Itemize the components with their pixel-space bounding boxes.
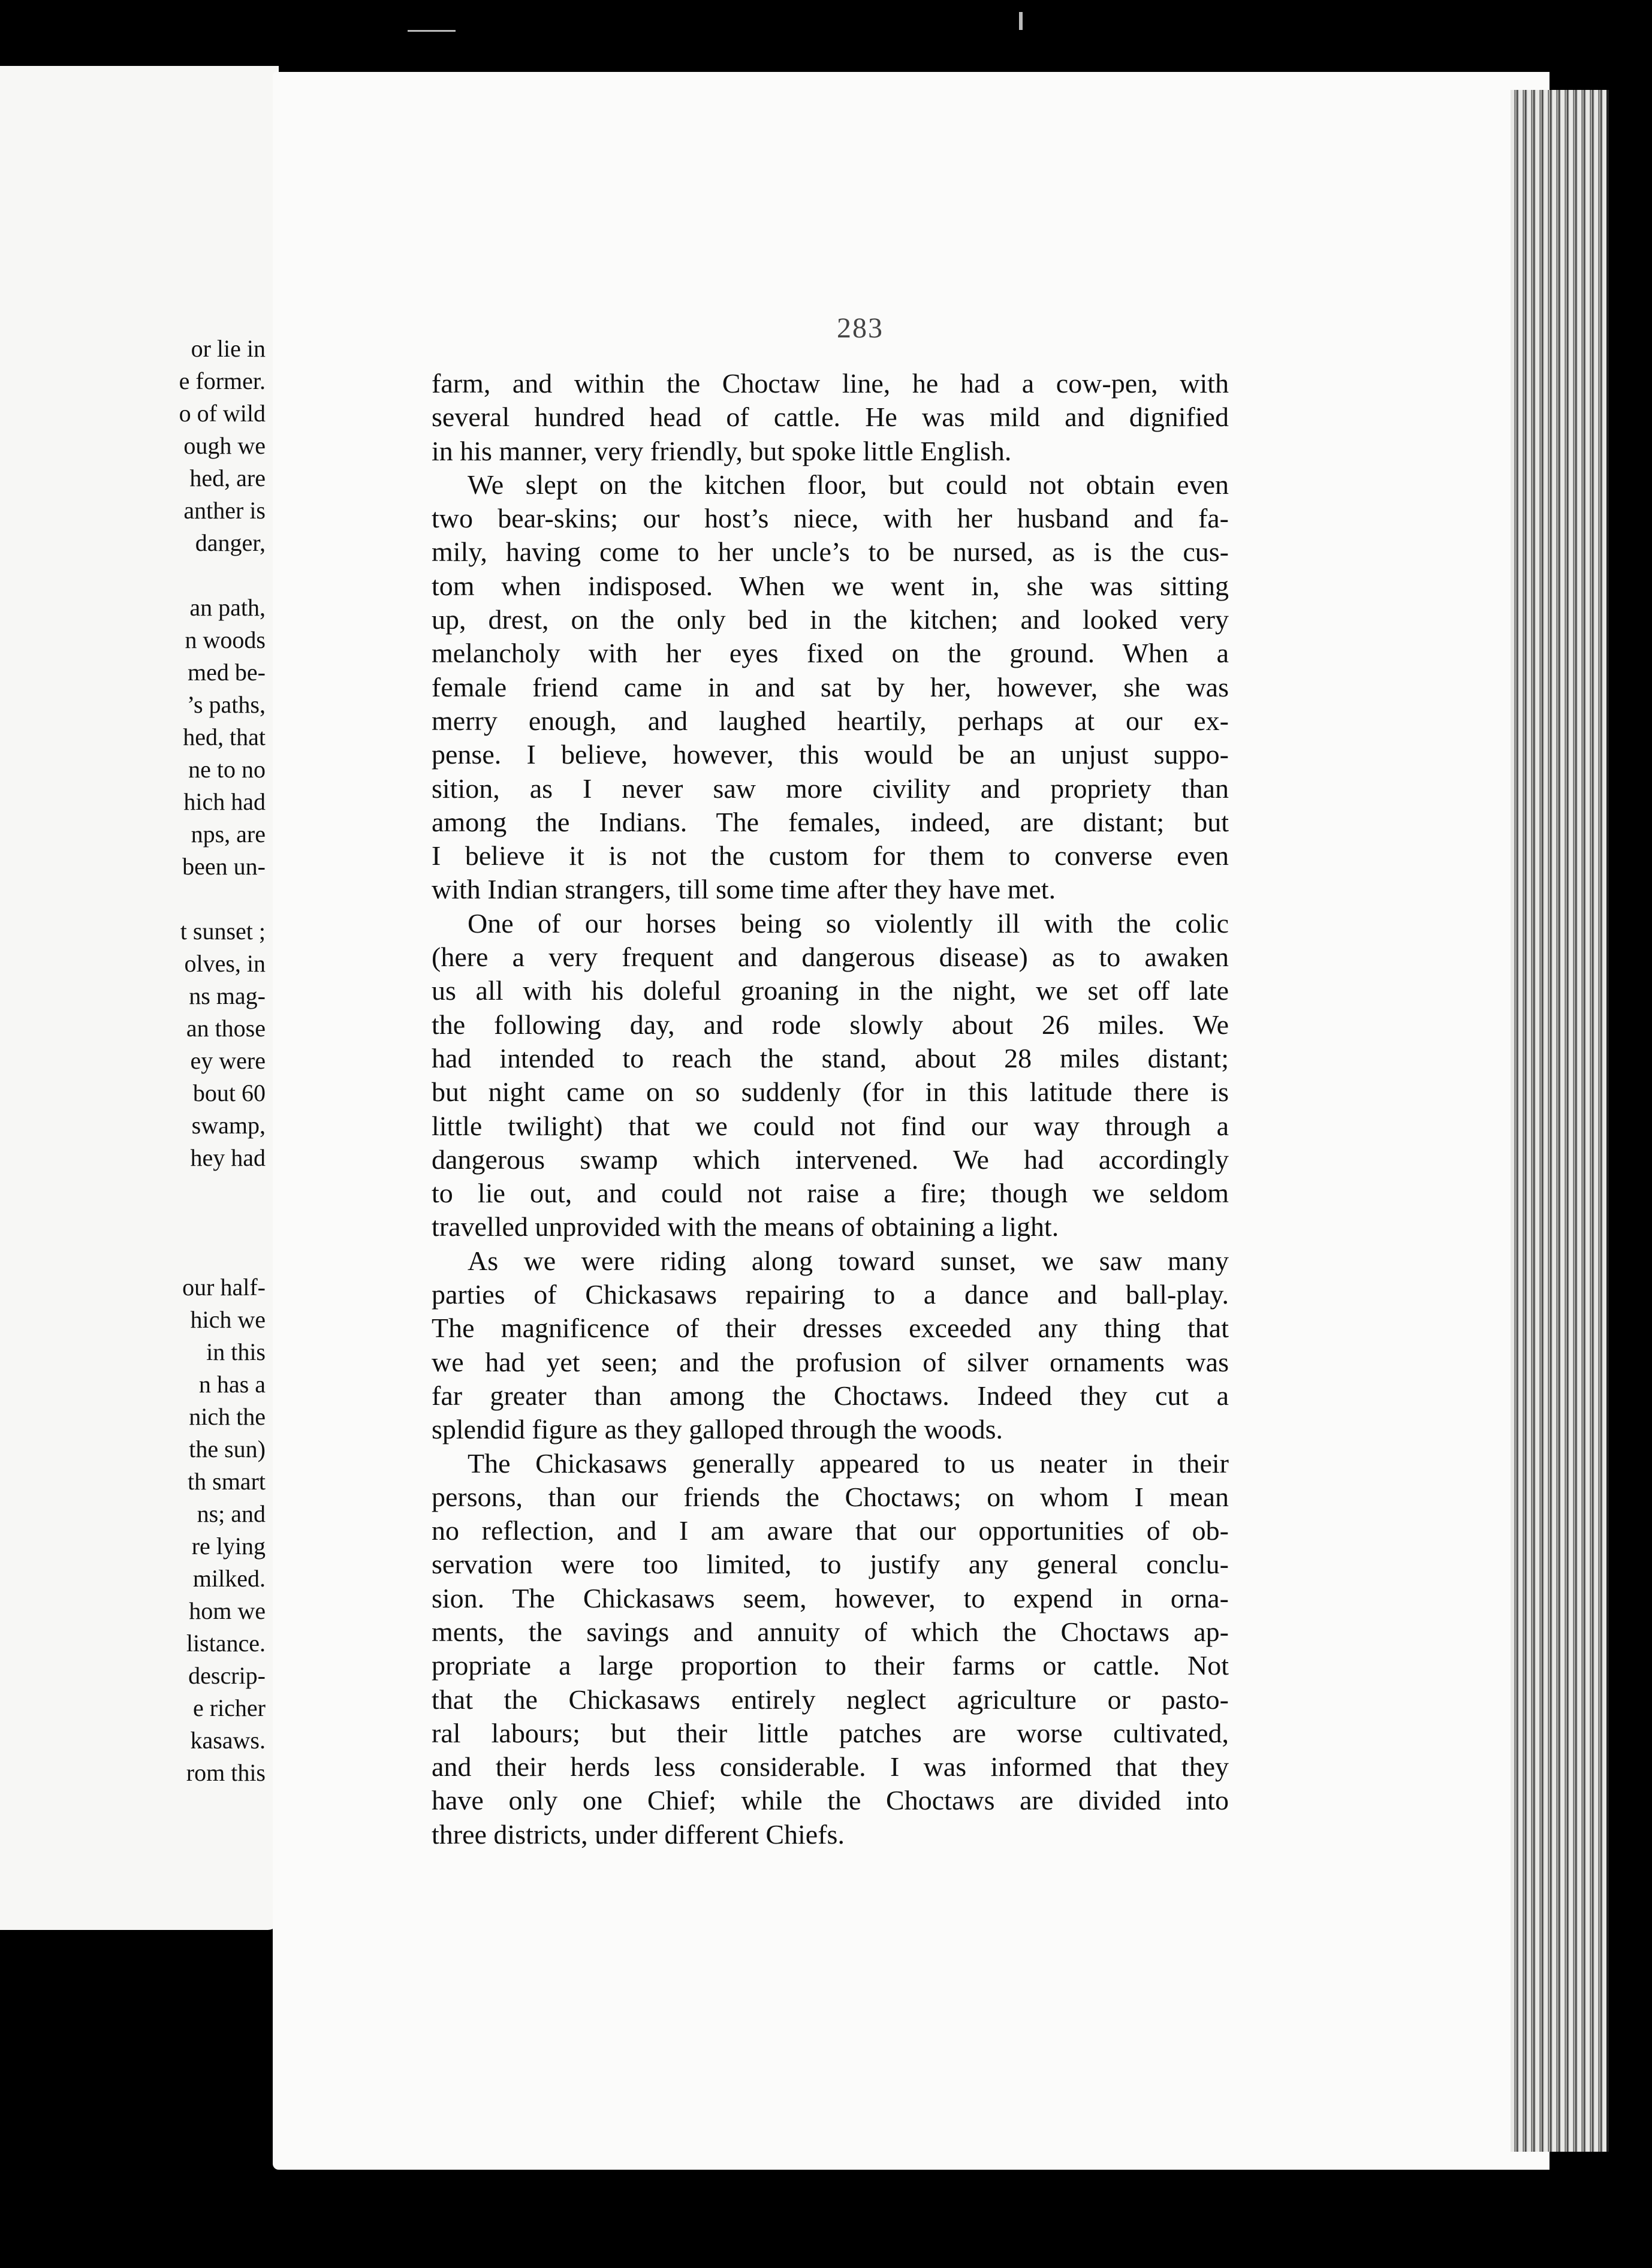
previous-page-line: o of wild <box>179 400 266 427</box>
text-line: merry enough, and laughed heartily, perhaps at our ex- <box>432 705 1229 736</box>
text-line: several hundred head of cattle. He was mild and dignified <box>432 402 1229 433</box>
previous-page-line <box>99 1207 279 1239</box>
text-line: sion. The Chickasaws seem, however, to expend in orna- <box>432 1582 1229 1613</box>
previous-page-line: re lying <box>191 1533 266 1560</box>
previous-page-line: kasaws. <box>190 1727 266 1754</box>
text-line: have only one Chief; while the Choctaws are divided into <box>432 1785 1229 1816</box>
page-edges <box>1511 90 1609 2152</box>
text-line: pense. I believe, however, this would be an unjust suppo- <box>432 739 1229 770</box>
previous-page-line: rom this <box>186 1759 266 1786</box>
text-line: and their herds less considerable. I was informed that they <box>432 1751 1229 1783</box>
previous-page-line: or lie in <box>191 335 266 362</box>
text-line: mily, having come to her uncle’s to be nursed, as is the cus- <box>432 536 1229 568</box>
top-edge-specks <box>384 0 1163 48</box>
text-line: servation were too limited, to justify any general conclu- <box>432 1549 1229 1580</box>
text-line: two bear-skins; our host’s niece, with her husband and fa- <box>432 503 1229 534</box>
text-line: up, drest, on the only bed in the kitchen; and looked very <box>432 604 1229 635</box>
page-number: 283 <box>837 312 884 344</box>
text-line: splendid figure as they galloped through the woods. <box>432 1414 1003 1445</box>
previous-page-line <box>99 1239 279 1271</box>
previous-page-line: ns mag- <box>189 982 266 1009</box>
text-line: sition, as I never saw more civility and propriety than <box>432 773 1229 804</box>
previous-page-line: ’s paths, <box>186 691 266 718</box>
text-line: with Indian strangers, till some time after they have met. <box>432 874 1056 905</box>
previous-page-line: n woods <box>185 626 266 653</box>
previous-page-line: hich had <box>183 788 266 815</box>
previous-page-line: ns; and <box>197 1500 266 1527</box>
previous-page-line: med be- <box>188 659 266 686</box>
text-line: (here a very frequent and dangerous disease) as to awaken <box>432 942 1229 973</box>
text-line: had intended to reach the stand, about 28 miles distant; <box>432 1042 1229 1073</box>
previous-page-line: our half- <box>182 1274 266 1301</box>
text-line: As we were riding along toward sunset, we saw many <box>468 1245 1229 1276</box>
previous-page-line: the sun) <box>189 1435 266 1462</box>
previous-page-line: hich we <box>190 1306 266 1333</box>
text-line: propriate a large proportion to their farms or cattle. Not <box>432 1650 1229 1681</box>
previous-page-line: ough we <box>183 432 266 459</box>
text-line: to lie out, and could not raise a fire; though we seldom <box>432 1178 1229 1209</box>
previous-page-line: been un- <box>182 853 266 880</box>
previous-page-text <box>99 333 279 1789</box>
previous-page <box>0 66 279 1930</box>
text-line: little twilight) that we could not find our way through a <box>432 1110 1229 1141</box>
text-line: The magnificence of their dresses exceeded any thing that <box>432 1313 1229 1344</box>
previous-page-line: bout 60 <box>192 1079 266 1106</box>
text-line: dangerous swamp which intervened. We had accordingly <box>432 1144 1229 1175</box>
text-line: we had yet seen; and the profusion of silver ornaments was <box>432 1346 1229 1377</box>
previous-page-line: anther is <box>183 497 266 524</box>
body-text <box>432 367 1229 1851</box>
previous-page-line: th smart <box>188 1468 266 1495</box>
text-line: ral labours; but their little patches are worse cultivated, <box>432 1717 1229 1748</box>
previous-page-line: e richer <box>192 1694 266 1721</box>
previous-page-line: swamp, <box>191 1112 266 1139</box>
previous-page-line: e former. <box>179 367 266 394</box>
previous-page-line: nps, are <box>191 821 266 848</box>
text-line: parties of Chickasaws repairing to a dance and ball-play. <box>432 1279 1229 1310</box>
text-line: travelled unprovided with the means of obtaining a light. <box>432 1211 1059 1242</box>
text-line: among the Indians. The females, indeed, are distant; but <box>432 806 1229 837</box>
text-line: farm, and within the Choctaw line, he had a cow-pen, with <box>432 368 1229 399</box>
previous-page-line: descrip- <box>188 1662 266 1689</box>
previous-page-line: hed, are <box>189 465 266 491</box>
previous-page-line: n has a <box>198 1371 266 1398</box>
previous-page-line: ne to no <box>188 756 266 783</box>
previous-page-line: hey had <box>190 1144 266 1171</box>
previous-page-line: in this <box>206 1338 266 1365</box>
text-line: no reflection, and I am aware that our opportunities of ob- <box>432 1515 1229 1546</box>
previous-page-line: milked. <box>192 1565 266 1592</box>
previous-page-line: hed, that <box>183 723 266 750</box>
text-line: melancholy with her eyes fixed on the ground. When a <box>432 638 1229 669</box>
text-line: We slept on the kitchen floor, but could not obtain even <box>468 469 1229 500</box>
text-line: The Chickasaws generally appeared to us neater in their <box>468 1447 1229 1479</box>
text-line: tom when indisposed. When we went in, she was sitting <box>432 570 1229 601</box>
text-line: us all with his doleful groaning in the night, we set off late <box>432 975 1229 1006</box>
previous-page-line <box>99 1174 279 1207</box>
previous-page-line: listance. <box>186 1630 266 1657</box>
previous-page-line: an path, <box>189 594 266 621</box>
previous-page-line <box>99 883 279 915</box>
text-line: persons, than our friends the Choctaws; on whom I mean <box>432 1481 1229 1512</box>
previous-page-line: t sunset ; <box>180 918 266 945</box>
text-line: far greater than among the Choctaws. Indeed they cut a <box>432 1380 1229 1411</box>
previous-page-line: nich the <box>189 1403 266 1430</box>
previous-page-line <box>99 559 279 592</box>
previous-page-line: an those <box>186 1015 266 1042</box>
text-line: three districts, under different Chiefs. <box>432 1818 845 1850</box>
previous-page-line: olves, in <box>184 950 266 977</box>
previous-page-line: hom we <box>189 1597 266 1624</box>
text-line: but night came on so suddenly (for in this latitude there is <box>432 1076 1229 1108</box>
text-line: the following day, and rode slowly about 26 miles. We <box>432 1009 1229 1040</box>
previous-page-line: danger, <box>195 529 266 556</box>
text-line: that the Chickasaws entirely neglect agriculture or pasto- <box>432 1684 1229 1715</box>
text-line: ments, the savings and annuity of which the Choctaws ap- <box>432 1616 1229 1647</box>
text-line: I believe it is not the custom for them to converse even <box>432 840 1229 871</box>
previous-page-line: ey were <box>190 1047 266 1074</box>
text-line: One of our horses being so violently ill with the colic <box>468 907 1229 939</box>
text-line: in his manner, very friendly, but spoke little English. <box>432 435 1012 466</box>
text-line: female friend came in and sat by her, however, she was <box>432 671 1229 702</box>
